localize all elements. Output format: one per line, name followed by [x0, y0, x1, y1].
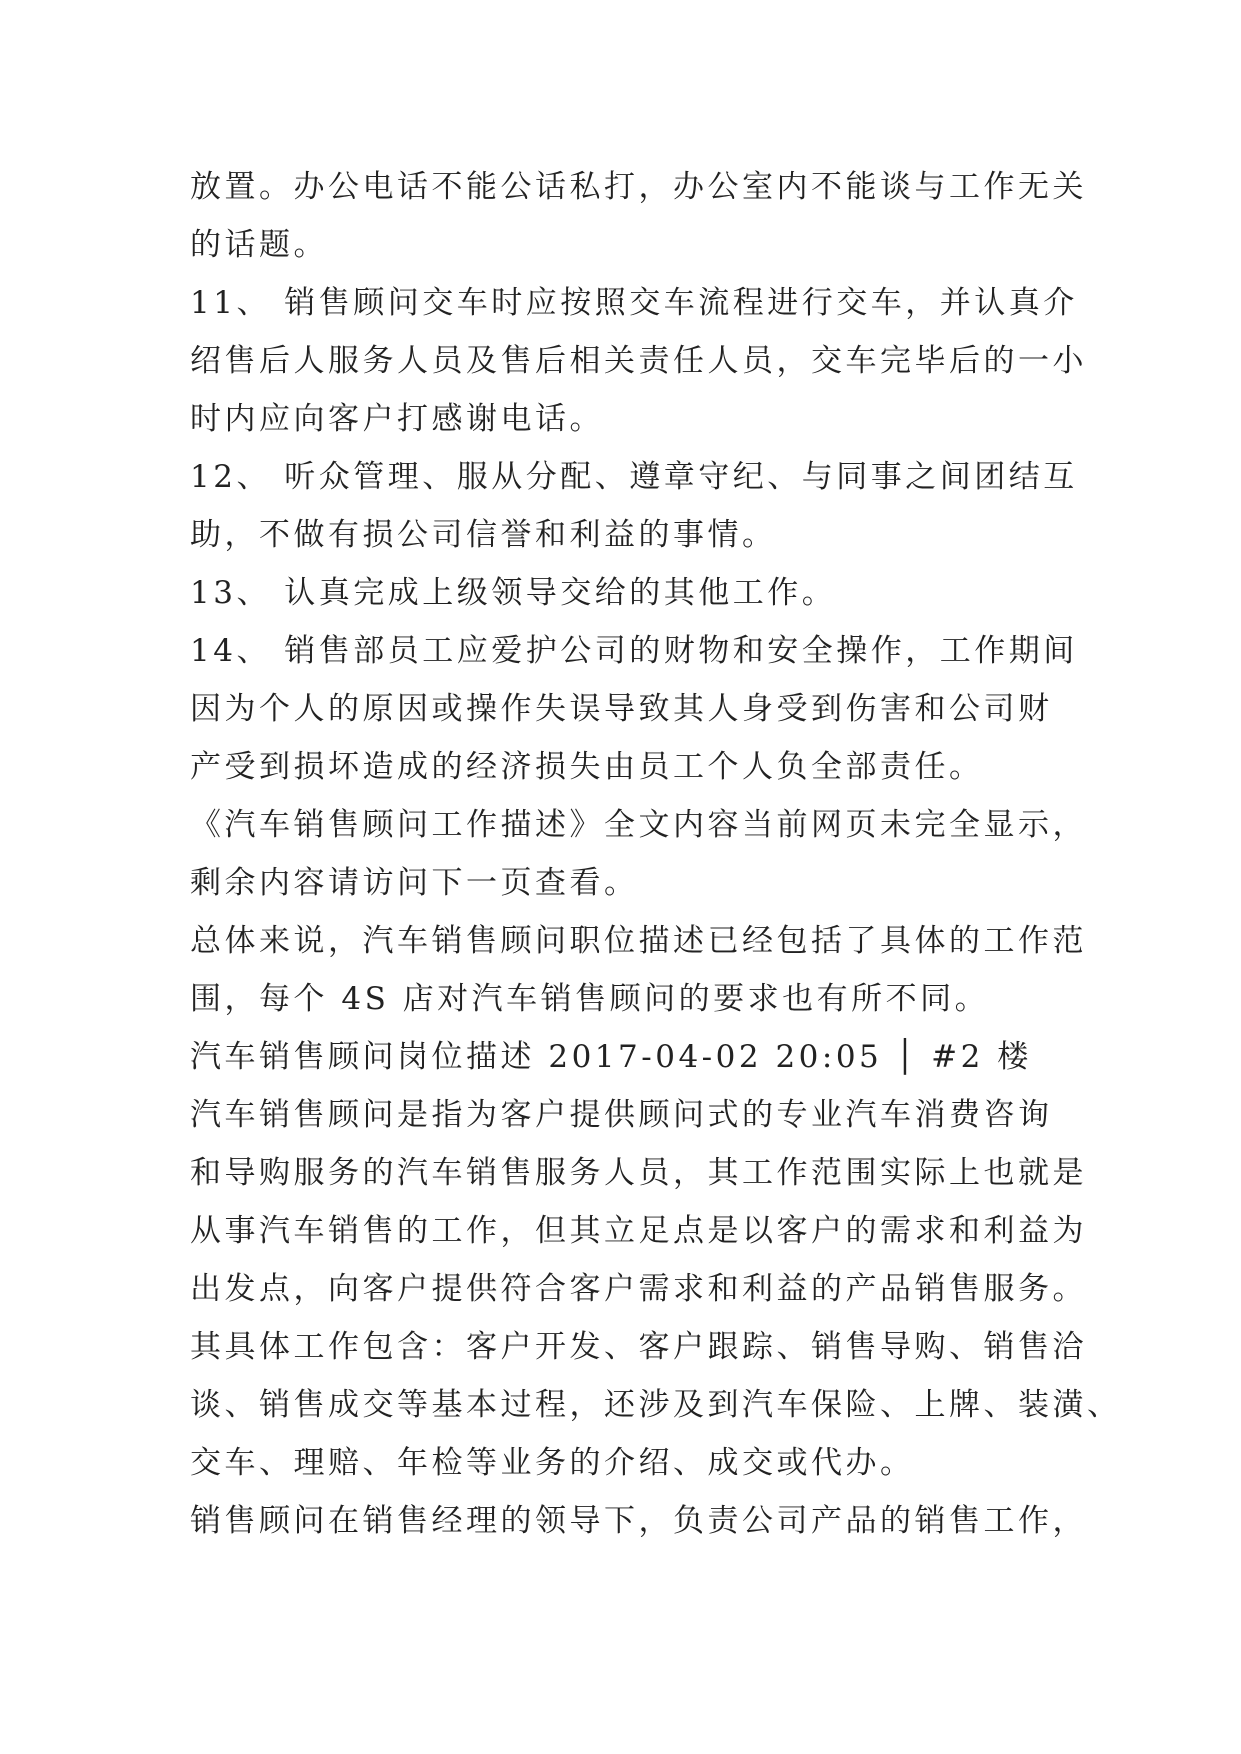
- text-line: 《汽车销售顾问工作描述》全文内容当前网页未完全显示，: [190, 807, 1087, 843]
- text-line: 12、 听众管理、服从分配、遵章守纪、与同事之间团结互: [190, 459, 1078, 495]
- text-line: 出发点，向客户提供符合客户需求和利益的产品销售服务。: [190, 1271, 1087, 1307]
- text-line: 从事汽车销售的工作，但其立足点是以客户的需求和利益为: [190, 1213, 1087, 1249]
- text-line: 围，每个 4S 店对汽车销售顾问的要求也有所不同。: [190, 981, 990, 1017]
- text-line: 谈、销售成交等基本过程，还涉及到汽车保险、上牌、装潢、: [190, 1387, 1122, 1423]
- text-line: 总体来说，汽车销售顾问职位描述已经包括了具体的工作范: [190, 923, 1087, 959]
- text-line: 汽车销售顾问岗位描述 2017-04-02 20:05 │ #2 楼: [190, 1039, 1032, 1075]
- text-line: 交车、理赔、年检等业务的介绍、成交或代办。: [190, 1445, 915, 1481]
- text-line: 绍售后人服务人员及售后相关责任人员，交车完毕后的一小: [190, 343, 1087, 379]
- text-line: 其具体工作包含：客户开发、客户跟踪、销售导购、销售洽: [190, 1329, 1087, 1365]
- text-line: 的话题。: [190, 227, 328, 263]
- text-line: 放置。办公电话不能公话私打，办公室内不能谈与工作无关: [190, 169, 1087, 205]
- text-line: 汽车销售顾问是指为客户提供顾问式的专业汽车消费咨询: [190, 1097, 1053, 1133]
- text-line: 和导购服务的汽车销售服务人员，其工作范围实际上也就是: [190, 1155, 1087, 1191]
- text-line: 产受到损坏造成的经济损失由员工个人负全部责任。: [190, 749, 984, 785]
- text-line: 助，不做有损公司信誉和利益的事情。: [190, 517, 777, 553]
- text-line: 13、 认真完成上级领导交给的其他工作。: [190, 575, 837, 611]
- text-line: 11、 销售顾问交车时应按照交车流程进行交车，并认真介: [190, 285, 1078, 321]
- text-line: 时内应向客户打感谢电话。: [190, 401, 604, 437]
- text-line: 剩余内容请访问下一页查看。: [190, 865, 639, 901]
- text-line: 销售顾问在销售经理的领导下，负责公司产品的销售工作，: [190, 1503, 1087, 1539]
- text-line: 14、 销售部员工应爱护公司的财物和安全操作，工作期间: [190, 633, 1078, 669]
- text-line: 因为个人的原因或操作失误导致其人身受到伤害和公司财: [190, 691, 1053, 727]
